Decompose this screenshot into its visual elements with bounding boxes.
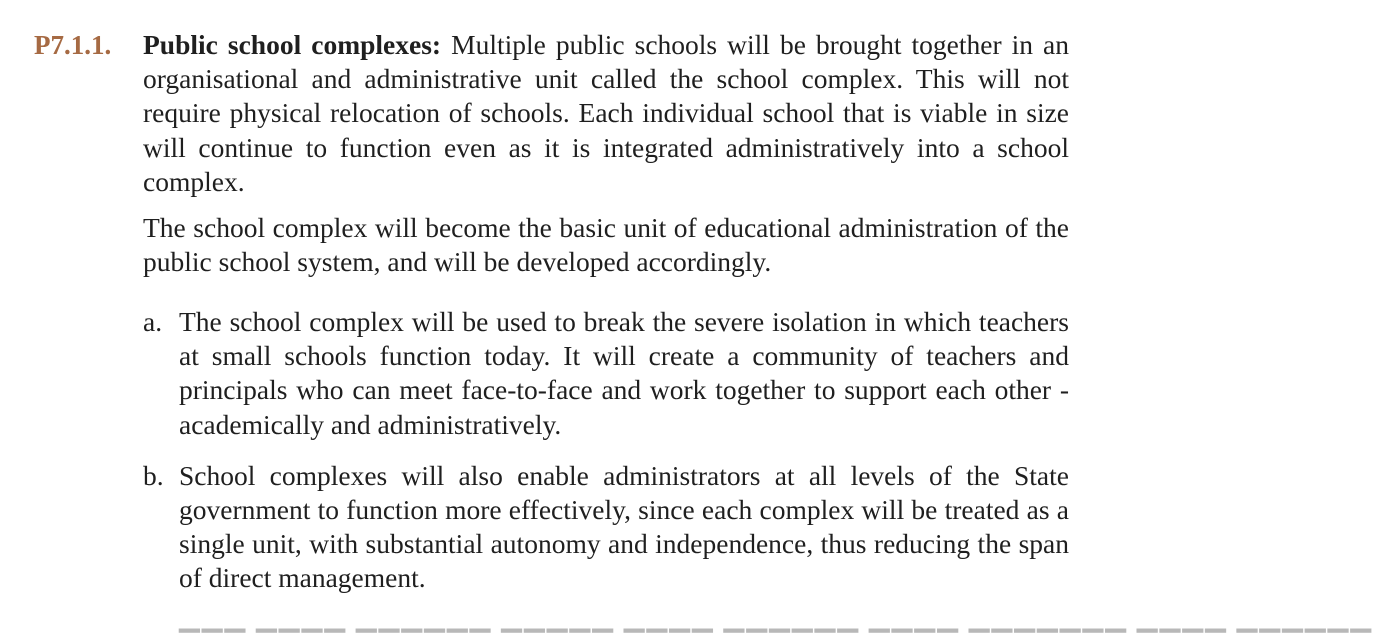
section-term: Public school complexes: (143, 29, 442, 60)
lead-text: Multiple public schools will be brought together in an organisational and administrative unit called the school complex. This will not require physical relocation of schools. Each individual school that is viable in size will continue to function even as it is integrated administratively into a school complex. (143, 29, 1069, 197)
list-marker: a. (143, 306, 163, 337)
cropped-next-line: ▁▁▁ ▁▁▁▁ ▁▁▁▁▁▁ ▁▁▁▁▁ ▁▁▁▁ ▁▁▁▁▁▁ ▁▁▁▁ ▁▁▁▁▁▁▁ ▁▁▁▁ ▁▁▁▁▁▁ (179, 602, 1373, 632)
second-paragraph: The school complex will become the basic unit of educational administration of the public school system, and will be developed accordingly. (143, 212, 1069, 278)
lead-paragraph (143, 28, 1069, 199)
list-item-b (143, 459, 1069, 596)
list-item-text: School complexes will also enable administrators at all levels of the State government to function more effectively, since each complex will be treated as a single unit, with substantial autonomy and independence, thus reducing the span of direct management. (179, 459, 1069, 594)
list-item-a (143, 305, 1069, 442)
list-marker: b. (143, 459, 164, 491)
list (143, 305, 1069, 613)
list-item-text: The school complex will be used to break the severe isolation in which teachers at small schools function today. It will create a community of teachers and principals who can meet face-to-face and work together to support each other - academically and administratively. (179, 306, 1069, 440)
section-number: P7.1.1. (34, 30, 112, 60)
